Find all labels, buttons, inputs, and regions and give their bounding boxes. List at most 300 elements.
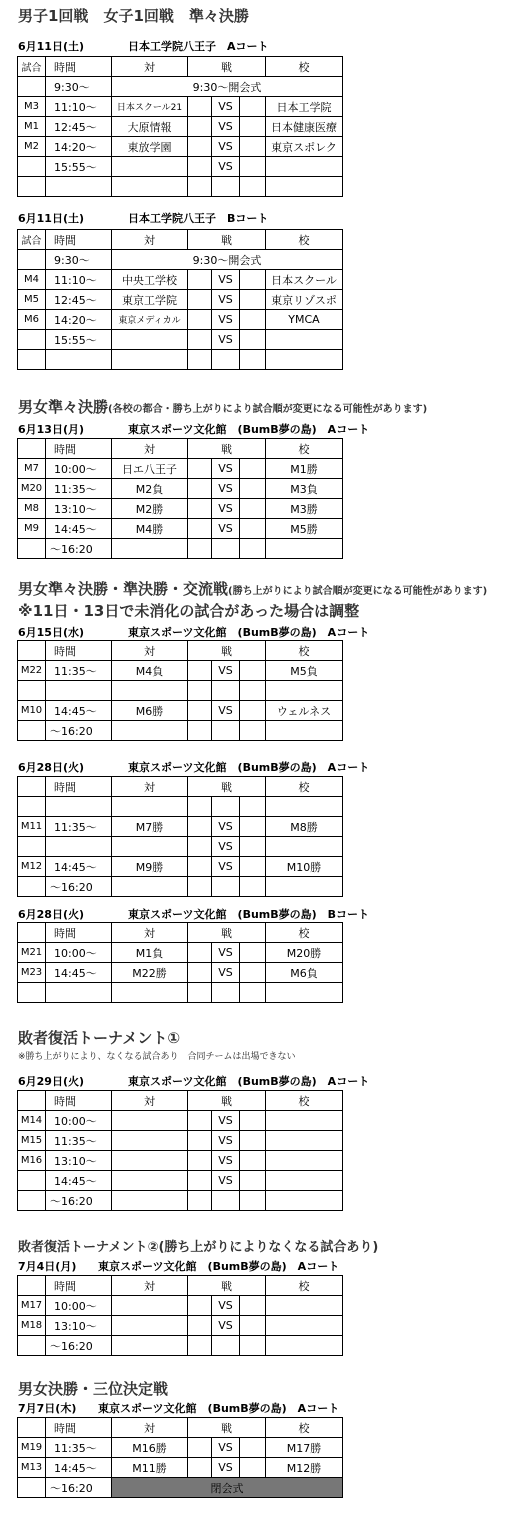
section-title-quarterfinal [18,396,427,417]
match-time: 11:35～ [46,661,112,681]
blank-cell [188,1336,212,1356]
header-match [18,923,46,943]
blank-cell [240,290,266,310]
blank-cell [240,157,266,177]
table-row [18,943,343,963]
match-time: 11:35～ [46,1131,112,1151]
team-right: 東京リゾスポ [266,290,343,310]
team-right: M12勝 [266,1458,343,1478]
header-sen: 戦 [188,1276,266,1296]
title-text: 男女準々決勝・準決勝・交流戦 [18,580,229,598]
header-sen: 戦 [188,641,266,661]
blank-cell [240,1151,266,1171]
venue: 東京スポーツ文化館 (BumB夢の島) Bコート [128,908,370,921]
match-time [46,983,112,1003]
table-row [18,1171,343,1191]
team-left: M11勝 [112,1458,188,1478]
team-left [112,330,188,350]
blank-cell [188,479,212,499]
blank-cell [188,1131,212,1151]
team-right: M3負 [266,479,343,499]
team-left [112,1111,188,1131]
header-match [18,777,46,797]
section-title-repechage-1: 敗者復活トーナメント① [18,1029,181,1047]
blank-cell [240,797,266,817]
team-left: 東放学園 [112,137,188,157]
blank-cell [188,459,212,479]
header-time: 時間 [46,1418,112,1438]
table-header-row [18,230,343,250]
table-row [18,797,343,817]
table-row [18,877,343,897]
header-tai: 対 [112,641,188,661]
match-time [46,681,112,701]
table-row [18,519,343,539]
blank-cell [240,857,266,877]
team-right [266,983,343,1003]
team-right: M6負 [266,963,343,983]
blank-cell [240,721,266,741]
team-left [112,157,188,177]
match-time: 15:55～ [46,330,112,350]
match-number: M10 [18,701,46,721]
blank-cell [188,681,212,701]
header-sen: 戦 [188,1091,266,1111]
match-number [18,681,46,701]
blank-cell [188,1458,212,1478]
blank-cell [188,1191,212,1211]
blank-cell [240,837,266,857]
blank-cell [240,479,266,499]
match-number [18,157,46,177]
table-row [18,250,343,270]
team-right: 日本工学院 [266,97,343,117]
schedule-table [17,1090,343,1211]
match-time: 11:10～ [46,97,112,117]
team-right: 日本スクール [266,270,343,290]
schedule-table [17,1417,343,1498]
blank-cell [188,1171,212,1191]
vs-label [212,177,240,197]
match-number [18,1191,46,1211]
match-number: M19 [18,1438,46,1458]
schedule-table [17,56,343,197]
team-right [266,1131,343,1151]
match-time: 14:45～ [46,701,112,721]
blank-cell [188,1151,212,1171]
match-number: M9 [18,519,46,539]
section-title-repechage-2: 敗者復活トーナメント②(勝ち上がりによりなくなる試合あり) [18,1240,379,1255]
vs-label [212,877,240,897]
header-time: 時間 [46,57,112,77]
table-row [18,77,343,97]
match-time [46,177,112,197]
team-right: M10勝 [266,857,343,877]
table-row [18,137,343,157]
blank-cell [188,539,212,559]
team-right: M20勝 [266,943,343,963]
team-left: 中央工学校 [112,270,188,290]
ceremony-label: 9:30～開会式 [112,250,343,270]
table-header-row [18,1091,343,1111]
team-right [266,1336,343,1356]
table-row [18,177,343,197]
match-time: 10:00～ [46,459,112,479]
match-number: M4 [18,270,46,290]
team-right [266,539,343,559]
header-sen: 戦 [188,57,266,77]
header-kou: 校 [266,57,343,77]
header-kou: 校 [266,641,343,661]
vs-label: VS [212,661,240,681]
vs-label: VS [212,330,240,350]
blank-cell [188,290,212,310]
team-right [266,1151,343,1171]
venue: 東京スポーツ文化館 (BumB夢の島) Aコート [98,1402,340,1415]
date-venue-line [18,1073,370,1089]
table-row [18,837,343,857]
header-sen: 戦 [188,923,266,943]
table-row [18,290,343,310]
match-time: ～16:20 [46,877,112,897]
match-time: ～16:20 [46,539,112,559]
match-number: M16 [18,1151,46,1171]
team-right [266,1111,343,1131]
blank-cell [240,701,266,721]
table-header-row [18,641,343,661]
team-right [266,797,343,817]
team-left: M22勝 [112,963,188,983]
team-left: M6勝 [112,701,188,721]
header-kou: 校 [266,1091,343,1111]
date-venue-line [18,1400,348,1416]
date-venue-line [18,759,370,775]
vs-label: VS [212,519,240,539]
blank-cell [240,1131,266,1151]
table-row [18,1191,343,1211]
match-time: 14:45～ [46,963,112,983]
venue: 東京スポーツ文化館 (BumB夢の島) Aコート [128,423,370,436]
blank-cell [240,137,266,157]
table-header-row [18,777,343,797]
table-row [18,157,343,177]
header-time: 時間 [46,777,112,797]
team-right: M17勝 [266,1438,343,1458]
venue: 東京スポーツ文化館 (BumB夢の島) Aコート [98,1260,340,1273]
header-match: 試合 [18,57,46,77]
match-time: 10:00～ [46,1111,112,1131]
table-row [18,1316,343,1336]
blank-cell [240,1111,266,1131]
table-row [18,1336,343,1356]
date: 6月15日(水) [18,626,85,639]
table-row [18,721,343,741]
team-right [266,721,343,741]
header-time: 時間 [46,439,112,459]
vs-label: VS [212,310,240,330]
blank-cell [240,1458,266,1478]
match-number: M23 [18,963,46,983]
blank-cell [240,1336,266,1356]
title-note: (勝ち上がりにより試合順が変更になる可能性があります) [228,586,488,597]
vs-label: VS [212,1151,240,1171]
title-note: (各校の都合・勝ち上がりにより試合順が変更になる可能性があります) [108,404,428,415]
vs-label [212,983,240,1003]
team-right [266,1316,343,1336]
date: 6月11日(土) [18,212,85,225]
date: 7月4日(月) [18,1260,77,1273]
blank-cell [240,330,266,350]
match-time: 12:45～ [46,290,112,310]
blank-cell [188,701,212,721]
vs-label: VS [212,499,240,519]
table-header-row [18,1276,343,1296]
header-tai: 対 [112,777,188,797]
header-time: 時間 [46,1091,112,1111]
header-tai: 対 [112,57,188,77]
team-left: M16勝 [112,1438,188,1458]
schedule-table [17,640,343,741]
blank-cell [188,137,212,157]
vs-label: VS [212,1131,240,1151]
table-row [18,350,343,370]
match-number: M3 [18,97,46,117]
match-time [46,797,112,817]
match-time: 11:35～ [46,817,112,837]
match-number [18,983,46,1003]
team-left [112,1171,188,1191]
date-venue-line [18,1258,348,1274]
blank-cell [240,350,266,370]
table-header-row [18,923,343,943]
vs-label: VS [212,1171,240,1191]
blank-cell [240,539,266,559]
schedule-table [17,1275,343,1356]
match-number: M15 [18,1131,46,1151]
blank-cell [240,943,266,963]
table-row [18,1111,343,1131]
match-time: ～16:20 [46,1191,112,1211]
match-number: M6 [18,310,46,330]
table-row [18,983,343,1003]
vs-label [212,350,240,370]
team-left [112,539,188,559]
blank-cell [188,661,212,681]
blank-cell [240,983,266,1003]
blank-cell [188,270,212,290]
team-right [266,877,343,897]
team-right [266,157,343,177]
table-row [18,330,343,350]
team-left: M9勝 [112,857,188,877]
vs-label: VS [212,1458,240,1478]
blank-cell [188,157,212,177]
match-number: M14 [18,1111,46,1131]
blank-cell [240,877,266,897]
date: 6月28日(火) [18,761,85,774]
blank-cell [188,963,212,983]
table-row [18,1478,343,1498]
vs-label [212,721,240,741]
venue: 東京スポーツ文化館 (BumB夢の島) Aコート [128,761,370,774]
schedule-table [17,438,343,559]
venue: 日本工学院八王子 Aコート [128,40,269,53]
blank-cell [240,817,266,837]
schedule-table [17,776,343,897]
match-time: ～16:20 [46,1478,112,1498]
vs-label: VS [212,459,240,479]
team-left: M1負 [112,943,188,963]
header-kou: 校 [266,923,343,943]
table-row [18,963,343,983]
match-number [18,721,46,741]
blank-cell [240,519,266,539]
team-left: 東京工学院 [112,290,188,310]
header-tai: 対 [112,1276,188,1296]
date-venue-line [18,38,358,54]
match-number [18,350,46,370]
team-left [112,797,188,817]
header-kou: 校 [266,230,343,250]
team-right: M3勝 [266,499,343,519]
vs-label [212,1336,240,1356]
match-number [18,177,46,197]
vs-label: VS [212,157,240,177]
closing-ceremony-label: 閉会式 [112,1478,343,1498]
blank-cell [188,1316,212,1336]
date: 6月28日(火) [18,908,85,921]
team-right: M5負 [266,661,343,681]
match-time: 13:10～ [46,1316,112,1336]
match-number: M1 [18,117,46,137]
header-time: 時間 [46,230,112,250]
team-left [112,1191,188,1211]
blank-cell [188,983,212,1003]
repechage-note: ※勝ち上がりにより、なくなる試合あり 合同チームは出場できない [18,1052,296,1062]
venue: 東京スポーツ文化館 (BumB夢の島) Aコート [128,626,370,639]
vs-label: VS [212,137,240,157]
match-number: M20 [18,479,46,499]
vs-label [212,1191,240,1211]
ceremony-label: 9:30～開会式 [112,77,343,97]
header-sen: 戦 [188,1418,266,1438]
date-venue-line [18,624,370,640]
vs-label: VS [212,963,240,983]
table-row [18,1131,343,1151]
vs-label: VS [212,97,240,117]
team-right [266,350,343,370]
table-row [18,857,343,877]
team-right [266,837,343,857]
match-number: M18 [18,1316,46,1336]
match-time: 14:20～ [46,310,112,330]
match-time: ～16:20 [46,1336,112,1356]
match-number [18,1336,46,1356]
blank-cell [188,350,212,370]
match-number [18,877,46,897]
match-number: M13 [18,1458,46,1478]
blank-cell [188,117,212,137]
team-left: 日エ八王子 [112,459,188,479]
team-left [112,1296,188,1316]
team-right [266,1191,343,1211]
match-number: M12 [18,857,46,877]
blank-cell [188,857,212,877]
venue: 日本工学院八王子 Bコート [128,212,269,225]
match-time [46,837,112,857]
blank-cell [240,1191,266,1211]
match-number [18,1478,46,1498]
match-time: 14:45～ [46,519,112,539]
vs-label: VS [212,290,240,310]
team-left: M4勝 [112,519,188,539]
match-number [18,1171,46,1191]
blank-cell [240,1316,266,1336]
blank-cell [188,877,212,897]
header-tai: 対 [112,439,188,459]
team-right [266,681,343,701]
table-row [18,499,343,519]
vs-label [212,539,240,559]
date: 7月7日(木) [18,1402,77,1415]
team-left [112,350,188,370]
header-kou: 校 [266,1418,343,1438]
match-number: M8 [18,499,46,519]
header-sen: 戦 [188,777,266,797]
team-left: 日本スクール21 [112,97,188,117]
venue: 東京スポーツ文化館 (BumB夢の島) Aコート [128,1075,370,1088]
table-row [18,1458,343,1478]
match-time: 11:10～ [46,270,112,290]
match-time: 12:45～ [46,117,112,137]
team-right: M8勝 [266,817,343,837]
blank-cell [240,310,266,330]
team-left [112,1336,188,1356]
match-number: M5 [18,290,46,310]
section-title-final: 男女決勝・三位決定戦 [18,1380,169,1398]
blank-cell [188,310,212,330]
team-right: YMCA [266,310,343,330]
team-right: M5勝 [266,519,343,539]
vs-label: VS [212,270,240,290]
team-right [266,177,343,197]
match-time: 14:45～ [46,1171,112,1191]
match-time: 11:35～ [46,479,112,499]
vs-label: VS [212,1316,240,1336]
header-match [18,1418,46,1438]
team-left: M7勝 [112,817,188,837]
table-row [18,661,343,681]
blank-cell [188,499,212,519]
match-number [18,330,46,350]
table-header-row [18,439,343,459]
match-time: 10:00～ [46,1296,112,1316]
team-left: M2負 [112,479,188,499]
table-row [18,270,343,290]
blank-cell [188,943,212,963]
blank-cell [188,177,212,197]
team-right: M1勝 [266,459,343,479]
match-number: M22 [18,661,46,681]
team-left: 大原情報 [112,117,188,137]
header-sen: 戦 [188,230,266,250]
blank-cell [188,721,212,741]
match-number [18,837,46,857]
match-time: 13:10～ [46,499,112,519]
vs-label: VS [212,1296,240,1316]
header-tai: 対 [112,1091,188,1111]
match-time: 10:00～ [46,943,112,963]
